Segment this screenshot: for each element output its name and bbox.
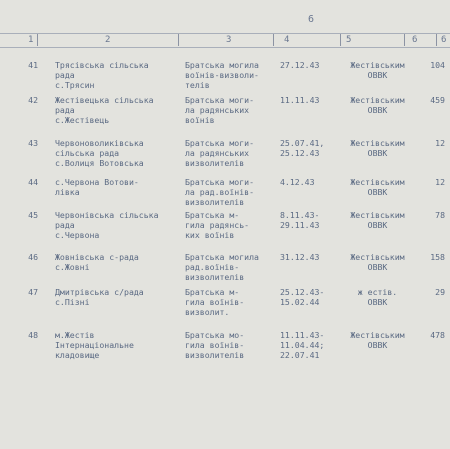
location-cell-line: Червонівська сільська <box>55 210 159 220</box>
date-cell-line: 11.11.43- <box>280 330 325 340</box>
date-cell <box>280 287 335 307</box>
organization-cell-line: Жестівським <box>350 252 405 262</box>
column-divider <box>273 34 274 46</box>
row-number: 48 <box>28 330 38 340</box>
organization-cell-line: ж естів. <box>357 287 398 297</box>
date-cell <box>280 252 335 262</box>
date-cell-line: 15.02.44 <box>280 297 320 307</box>
grave-type-cell-line: гила воїнів- <box>185 297 245 307</box>
organization-cell <box>340 210 415 230</box>
column-divider <box>178 34 179 46</box>
count-cell: 104 <box>430 60 445 70</box>
organization-cell-line: Жестівським <box>350 138 405 148</box>
count-cell: 78 <box>435 210 445 220</box>
location-cell-line: Червоноволиківська <box>55 138 144 148</box>
location-cell-line: кладовище <box>55 350 100 360</box>
location-cell-line: Жовнівська с-рада <box>55 252 139 262</box>
location-cell-line: рада <box>55 220 75 230</box>
date-cell <box>280 330 335 360</box>
date-cell <box>280 177 335 187</box>
date-cell <box>280 60 335 70</box>
grave-type-cell-line: Братська м- <box>185 210 240 220</box>
grave-type-cell-line: Братська мо- <box>185 330 245 340</box>
grave-type-cell-line: визволителів <box>185 350 245 360</box>
grave-type-cell <box>185 95 275 125</box>
organization-cell-line: Жестівським <box>350 95 405 105</box>
location-cell-line: с.Червона Вотови- <box>55 177 139 187</box>
grave-type-cell-line: гила воїнів- <box>185 340 245 350</box>
organization-cell-line: ОВВК <box>367 105 388 115</box>
date-cell-line: 29.11.43 <box>280 220 320 230</box>
count-cell: 478 <box>430 330 445 340</box>
grave-type-cell <box>185 287 275 317</box>
grave-type-cell-line: ла радянських <box>185 148 250 158</box>
organization-cell <box>340 60 415 80</box>
date-cell-line: 25.07.41, <box>280 138 325 148</box>
organization-cell <box>340 287 415 307</box>
grave-type-cell-line: визволителів <box>185 158 245 168</box>
grave-type-cell-line: Братська моги- <box>185 95 255 105</box>
location-cell-line: с.Жовні <box>55 262 90 272</box>
organization-cell-line: ОВВК <box>367 148 388 158</box>
count-cell: 12 <box>435 138 445 148</box>
date-cell-line: 22.07.41 <box>280 350 320 360</box>
location-cell-line: лівка <box>55 187 80 197</box>
grave-type-cell-line: воїнів-визволи- <box>185 70 259 80</box>
location-cell <box>55 252 180 272</box>
row-number: 46 <box>28 252 38 262</box>
date-cell-line: 25.12.43- <box>280 287 325 297</box>
grave-type-cell-line: визволит. <box>185 307 230 317</box>
column-divider <box>404 34 405 46</box>
column-number-6: 6 <box>412 35 418 45</box>
location-cell <box>55 138 180 168</box>
column-number-5: 5 <box>346 35 352 45</box>
grave-type-cell-line: ла рад.воїнів- <box>185 187 255 197</box>
date-cell-line: 11.04.44; <box>280 340 325 350</box>
grave-type-cell <box>185 60 275 90</box>
column-number-4: 4 <box>284 35 290 45</box>
grave-type-cell-line: визволителів <box>185 272 245 282</box>
column-number-1: 1 <box>28 35 34 45</box>
location-cell <box>55 287 180 307</box>
grave-type-cell <box>185 210 275 240</box>
date-cell <box>280 138 335 158</box>
location-cell-line: с.Пізні <box>55 297 90 307</box>
location-cell-line: Дмитрівська с/рада <box>55 287 144 297</box>
column-number-2: 2 <box>105 35 111 45</box>
grave-type-cell-line: рад.воїнів- <box>185 262 240 272</box>
grave-type-cell <box>185 330 275 360</box>
count-cell: 29 <box>435 287 445 297</box>
grave-type-cell <box>185 252 275 282</box>
location-cell-line: с.Трясин <box>55 80 95 90</box>
column-divider <box>37 34 38 46</box>
count-cell: 158 <box>430 252 445 262</box>
grave-type-cell-line: Братська моги- <box>185 138 255 148</box>
grave-type-cell-line: гила радянсь- <box>185 220 250 230</box>
column-divider <box>436 34 437 46</box>
organization-cell-line: Жестівським <box>350 330 405 340</box>
row-number: 42 <box>28 95 38 105</box>
organization-cell <box>340 252 415 272</box>
organization-cell-line: ОВВК <box>367 187 388 197</box>
organization-cell-line: Жестівським <box>350 177 405 187</box>
column-number-7: 6 <box>441 35 447 45</box>
location-cell-line: сільська рада <box>55 148 120 158</box>
grave-type-cell-line: воїнів <box>185 115 215 125</box>
organization-cell <box>340 177 415 197</box>
date-cell-line: 8.11.43- <box>280 210 320 220</box>
header-bottom-rule <box>0 47 450 48</box>
grave-type-cell-line: Братська м- <box>185 287 240 297</box>
grave-type-cell-line: визволителів <box>185 197 245 207</box>
organization-cell-line: ОВВК <box>367 70 388 80</box>
grave-type-cell <box>185 177 275 207</box>
organization-cell <box>340 330 415 350</box>
count-cell: 459 <box>430 95 445 105</box>
column-number-3: 3 <box>226 35 232 45</box>
column-divider <box>340 34 341 46</box>
organization-cell-line: ОВВК <box>367 220 388 230</box>
location-cell <box>55 60 180 90</box>
location-cell-line: с.Червона <box>55 230 100 240</box>
row-number: 43 <box>28 138 38 148</box>
date-cell <box>280 210 335 230</box>
location-cell <box>55 210 180 240</box>
organization-cell-line: ОВВК <box>367 262 388 272</box>
location-cell-line: с.Волиця Вотовська <box>55 158 144 168</box>
row-number: 47 <box>28 287 38 297</box>
location-cell-line: Жестівецька сільська <box>55 95 154 105</box>
organization-cell <box>340 95 415 115</box>
organization-cell-line: ОВВК <box>367 340 388 350</box>
location-cell <box>55 95 180 125</box>
location-cell-line: рада <box>55 70 75 80</box>
location-cell-line: м.Жестів <box>55 330 95 340</box>
grave-type-cell-line: телів <box>185 80 210 90</box>
date-cell-line: 11.11.43 <box>280 95 320 105</box>
count-cell: 12 <box>435 177 445 187</box>
grave-type-cell-line: ла радянських <box>185 105 250 115</box>
location-cell-line: рада <box>55 105 75 115</box>
organization-cell-line: Жестівським <box>350 60 405 70</box>
row-number: 45 <box>28 210 38 220</box>
date-cell-line: 31.12.43 <box>280 252 320 262</box>
grave-type-cell-line: Братська могила <box>185 252 259 262</box>
row-number: 41 <box>28 60 38 70</box>
organization-cell <box>340 138 415 158</box>
date-cell <box>280 95 335 105</box>
grave-type-cell-line: Братська моги- <box>185 177 255 187</box>
grave-type-cell <box>185 138 275 168</box>
location-cell-line: с.Жестівець <box>55 115 110 125</box>
page-number: 6 <box>308 14 315 25</box>
date-cell-line: 27.12.43 <box>280 60 320 70</box>
location-cell <box>55 177 180 197</box>
location-cell-line: Інтернаціональне <box>55 340 134 350</box>
row-number: 44 <box>28 177 38 187</box>
grave-type-cell-line: ких воїнів <box>185 230 235 240</box>
location-cell-line: Трясівська сільська <box>55 60 149 70</box>
location-cell <box>55 330 180 360</box>
organization-cell-line: Жестівським <box>350 210 405 220</box>
organization-cell-line: ОВВК <box>367 297 388 307</box>
grave-type-cell-line: Братська могила <box>185 60 259 70</box>
date-cell-line: 25.12.43 <box>280 148 320 158</box>
date-cell-line: 4.12.43 <box>280 177 315 187</box>
header-top-rule <box>0 33 450 34</box>
